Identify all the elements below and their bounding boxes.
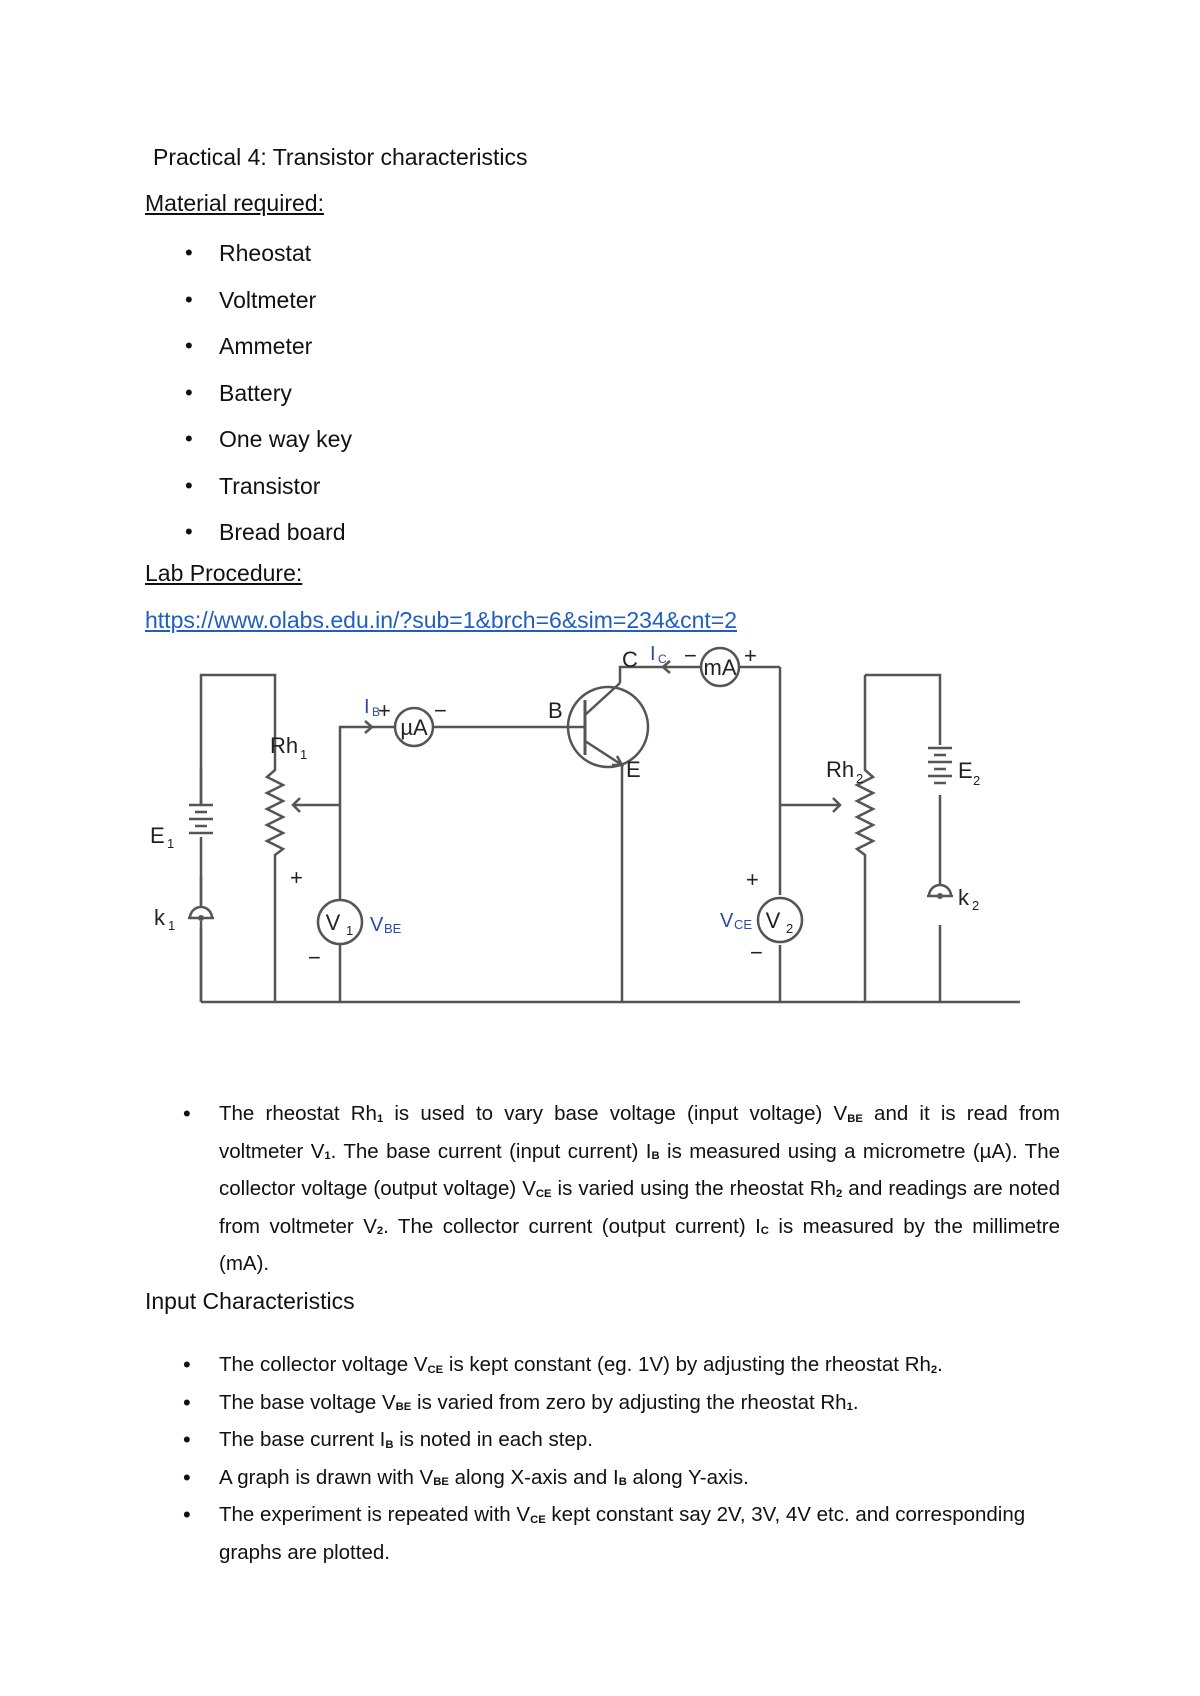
vce-label: V bbox=[720, 910, 734, 932]
k2-sub: 2 bbox=[972, 898, 980, 913]
v1-minus: − bbox=[308, 945, 321, 970]
ua-plus: + bbox=[378, 698, 391, 723]
materials-list bbox=[145, 230, 352, 556]
vce-sub: CE bbox=[734, 917, 753, 932]
collector-label: C bbox=[622, 647, 638, 672]
v2-label: V bbox=[765, 908, 781, 933]
procedure-paragraph: • The rheostat Rh1 is used to vary base voltage (input voltage) VBE and it is read from voltmeter V1. The base current (input current) IB is measured using a micrometre (µA). The collector voltage (output voltage) VCE is varied using the rheostat Rh2 and readings are noted from voltmeter V2. The collector current (output current) IC is measured by the millimetre (mA). bbox=[145, 1097, 1060, 1281]
ma-plus: + bbox=[744, 643, 757, 668]
transistor-circuit-diagram bbox=[150, 643, 1070, 1015]
lab-procedure-heading: Lab Procedure: bbox=[145, 560, 303, 586]
vbe-sub: BE bbox=[384, 921, 402, 936]
k2-label: k bbox=[958, 885, 969, 910]
k1-label: k bbox=[154, 905, 165, 930]
list-item: • Battery bbox=[145, 370, 352, 417]
list-item: • Bread board bbox=[145, 509, 352, 556]
ma-minus: − bbox=[684, 643, 697, 668]
rh1-label: Rh bbox=[270, 733, 299, 758]
e1-label: E bbox=[150, 823, 165, 848]
k1-sub: 1 bbox=[168, 918, 176, 933]
vbe-label: V bbox=[370, 914, 384, 936]
milliammeter-label: mA bbox=[703, 655, 737, 680]
list-item: • The base current IB is noted in each step. bbox=[183, 1427, 593, 1452]
v1-sub: 1 bbox=[346, 923, 354, 938]
v2-minus: − bbox=[750, 940, 763, 965]
input-characteristics-heading: Input Characteristics bbox=[145, 1288, 355, 1314]
list-item: • The base voltage VBE is varied from zero by adjusting the rheostat Rh1. bbox=[183, 1389, 859, 1415]
v1-plus: + bbox=[290, 865, 303, 890]
input-steps-list bbox=[145, 1348, 1060, 1569]
procedure-text: The rheostat Rh1 is used to vary base voltage (input voltage) VBE and it is read from voltmeter V1. The base current (input current) IB is measured using a micrometre (µA). The collector voltage (output voltage) VCE is varied using the rheostat Rh2 and readings are noted from voltmeter V2. The collector current (output current) IC is measured by the millimetre (mA). bbox=[219, 1102, 1061, 1275]
emitter-label: E bbox=[626, 757, 641, 782]
list-item: • One way key bbox=[145, 416, 352, 463]
rh2-sub: 2 bbox=[856, 771, 864, 786]
material-heading: Material required: bbox=[145, 190, 324, 216]
rh2-label: Rh bbox=[826, 757, 855, 782]
e2-label: E bbox=[958, 758, 973, 783]
e1-sub: 1 bbox=[167, 836, 175, 851]
v1-label: V bbox=[325, 910, 341, 935]
olabs-link[interactable]: https://www.olabs.edu.in/?sub=1&brch=6&sim=234&cnt=2 bbox=[145, 607, 737, 633]
list-item: • Voltmeter bbox=[145, 277, 352, 324]
rh1-sub: 1 bbox=[300, 747, 308, 762]
list-item: • The collector voltage VCE is kept constant (eg. 1V) by adjusting the rheostat Rh2. bbox=[183, 1352, 943, 1377]
list-item: • Ammeter bbox=[145, 323, 352, 370]
ib-sub: B bbox=[372, 705, 381, 719]
page-title: Practical 4: Transistor characteristics bbox=[153, 144, 528, 170]
list-item: • A graph is drawn with VBE along X-axis and IB along Y-axis. bbox=[183, 1464, 749, 1490]
v2-sub: 2 bbox=[786, 921, 794, 936]
list-item: • Transistor bbox=[145, 463, 352, 510]
list-item: • Rheostat bbox=[145, 230, 352, 277]
e2-sub: 2 bbox=[973, 773, 981, 788]
ic-sub: C bbox=[658, 652, 667, 666]
ic-label: I bbox=[650, 643, 656, 665]
microammeter-label: µA bbox=[400, 715, 428, 740]
v2-plus: + bbox=[746, 867, 759, 892]
base-label: B bbox=[548, 698, 563, 723]
list-item: • The experiment is repeated with VCE kept constant say 2V, 3V, 4V etc. and corresponding graphs are plotted. bbox=[183, 1502, 1026, 1564]
ua-minus: − bbox=[434, 698, 447, 723]
ib-label: I bbox=[364, 696, 370, 718]
